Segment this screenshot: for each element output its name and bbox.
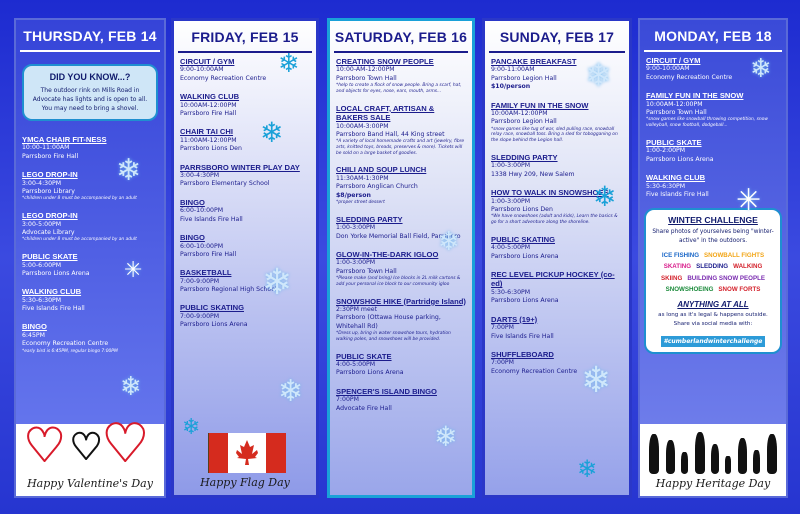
column-friday [171,18,319,498]
event-item [180,163,310,189]
event-detail: Advocate Fire Hall [336,404,392,412]
event-note: *children under 8 must be accompanied by an adult [22,196,137,202]
heart-icon: ♥ [70,427,103,468]
person-silhouette-icon [753,450,760,474]
event-detail: Economy Recreation Centre [180,74,267,82]
event-item [180,127,310,153]
event-time: 3:00-4:30PM [180,172,220,180]
event-item [22,211,158,243]
event-time: 7:00PM [491,359,514,367]
event-time: 3:00-4:30PM [22,179,62,187]
event-title: SHUFFLEBOARD [491,349,554,359]
event-title: BINGO [22,322,47,332]
event-time: 2:30PM meet [336,306,377,314]
event-time: 7:00PM [491,324,514,332]
event-time: 7:00-9:00PM [180,312,220,320]
person-silhouette-icon [681,452,688,474]
person-silhouette-icon [649,434,659,474]
event-time: 9:00-10:00AM [180,66,224,74]
event-item [646,91,780,129]
event-time: 4:00-5:00PM [491,244,531,252]
day-title-sunday: SUNDAY, FEB 17 [489,21,625,53]
event-time: 10:00AM-12:00PM [180,101,237,109]
event-title: SNOWSHOE HIKE (Partridge Island) [336,296,466,306]
event-title: PANCAKE BREAKFAST [491,57,577,66]
event-title: SLEDDING PARTY [336,214,403,224]
snowflake-icon: ❄ [278,49,300,79]
event-detail: Parrsboro Fire Hall [180,110,237,118]
event-detail: Parrsboro Fire Hall [180,250,237,258]
event-title: PARRSBORO WINTER PLAY DAY [180,162,300,172]
event-time: 1:00-2:00PM [646,147,686,155]
event-time: 4:00-5:00PM [336,361,376,369]
event-title: LEGO DROP-IN [22,170,78,180]
snowflake-icon: ❄ [120,372,142,402]
event-time: 1:00-3:00PM [336,224,376,232]
event-list-thursday [16,131,164,354]
event-title: WALKING CLUB [180,92,240,102]
event-title: CIRCUIT / GYM [646,56,701,65]
event-time: 5:30-6:30PM [491,288,531,296]
event-title: FAMILY FUN IN THE SNOW [491,100,589,110]
event-item [336,352,466,378]
event-time: 10:00-11:00AM [22,144,70,152]
valentines-footer [16,414,164,496]
activity-label: SLEDDING [696,263,729,271]
event-detail: Parrsboro Town Hall [336,74,397,82]
event-item [336,165,466,205]
event-title: BINGO [180,197,205,207]
person-silhouette-icon [711,444,719,474]
person-silhouette-icon [695,432,705,474]
winter-challenge-box [644,208,782,354]
event-detail: $10/person [491,83,531,91]
event-time: 10:00AM-12:00PM [646,100,703,108]
activity-label: WALKING [733,263,763,271]
event-note: *proper street dessert [336,200,385,206]
event-title: LOCAL CRAFT, ARTISAN & BAKERS SALE [336,103,435,123]
event-title: PUBLIC SKATE [646,137,702,147]
event-item [491,315,623,341]
column-sunday [482,18,632,498]
event-detail: $8/person [336,191,371,199]
event-item [491,270,623,306]
anything-at-all: ANYTHING AT ALL [677,300,749,310]
event-time: 6:00-10:00PM [180,207,224,215]
snowflake-icon: ❄ [593,180,617,213]
event-detail: Parrsboro Town Hall [646,109,707,117]
activity-label: SKATING [663,263,692,271]
person-silhouette-icon [738,438,747,474]
day-title-monday: MONDAY, FEB 18 [644,20,782,52]
event-time: 9:00-11:00AM [491,66,535,74]
snowflake-icon: ❄ [438,227,460,257]
event-title: CREATING SNOW PEOPLE [336,57,434,66]
event-time: 11:30AM-1:30PM [336,174,389,182]
event-note: *A variety of local homemade crafts and art (jewelry, fibre arts, knitted toys, breads, preserves & more). Tickets will be sold on a large basket of goodies. [336,139,465,156]
event-note: *Please make (and bring) Ice blocks in 2L milk cartons & add your personal ice block to our community igloo [336,276,461,287]
event-time: 1:00-3:00PM [336,259,376,267]
event-item [336,297,466,343]
activity-label: SNOWBALL FIGHTS [704,252,765,260]
event-detail: Parrsboro Lions Arena [336,369,404,377]
event-detail: Economy Recreation Centre [22,340,109,348]
heritage-day-footer [640,424,786,496]
event-item [491,235,623,261]
activity-label: SNOW FORTS [718,285,761,293]
event-detail: Five Islands Fire Hall [491,332,554,340]
snowflake-icon: ❄ [116,153,142,188]
event-detail: Parrsboro Legion Hall [491,118,557,126]
event-detail: Don Yorke Memorial Ball Field, Parrsboro [336,232,461,240]
event-title: REC LEVEL PICKUP HOCKEY (co-ed) [491,269,615,289]
event-title: LEGO DROP-IN [22,211,78,221]
event-time: 11:00AM-12:00PM [180,136,237,144]
event-title: PUBLIC SKATE [336,351,392,361]
activity-label: ICE FISHING [661,252,700,260]
event-item [22,322,158,354]
event-title: DARTS (19+) [491,314,538,324]
event-time: 10:00AM-12:00PM [491,110,548,118]
event-time: 7:00-9:00PM [180,277,220,285]
event-note: *children under 8 must be accompanied by an adult [22,237,137,243]
heart-icon: ♥ [102,414,149,474]
activity-label: SNOWSHOEING [665,285,714,293]
event-detail: Parrsboro Lions Den [180,145,242,153]
event-note: *early bird is 6:45PM, regular bingo 7:00PM [22,348,118,354]
event-time: 6:00-10:00PM [180,242,224,250]
event-title: CHILI AND SOUP LUNCH [336,165,427,175]
event-title: SLEDDING PARTY [491,152,558,162]
snowflake-icon: ❄ [182,415,201,440]
event-detail: Economy Recreation Centre [646,73,733,81]
event-title: FAMILY FUN IN THE SNOW [646,91,744,101]
snowflake-icon: ❄ [434,420,458,453]
event-detail: Parrsboro Lions Arena [491,252,559,260]
snowflake-icon: ❄ [577,455,598,483]
event-title: WALKING CLUB [646,173,706,183]
event-detail: Five Islands Fire Hall [646,190,709,198]
did-you-know-text: The outdoor rink on Mills Road in Advocate has lights and is open to all. You may need to bring a shovel. [32,87,148,112]
event-time: 3:00-5:00PM [22,220,62,228]
event-item [646,138,780,164]
share-note: Share via social media with: [673,320,753,327]
snowflake-icon: ❄ [585,56,612,94]
snowflake-icon: ✳ [736,183,762,218]
event-detail: Parrsboro Lions Arena [22,269,90,277]
event-title: WALKING CLUB [22,287,82,297]
column-saturday [327,18,475,498]
event-detail: Parrsboro Lions Arena [646,155,714,163]
did-you-know-heading: DID YOU KNOW...? [49,72,131,82]
event-time: 5:00-6:00PM [22,261,62,269]
event-detail: Parrsboro Anglican Church [336,183,418,191]
snowflake-icon: ❄ [581,360,612,401]
column-thursday [14,18,166,498]
event-detail: Parrsboro Band Hall, 44 King street [336,130,445,138]
person-silhouette-icon [725,456,731,474]
winter-challenge-heading: WINTER CHALLENGE [668,215,758,226]
event-list-sunday [485,53,629,376]
snowflake-icon: ✳ [124,258,143,283]
heritage-day-label: Happy Heritage Day [655,477,771,490]
event-time: 9:00-10:00AM [646,65,690,73]
event-detail: Economy Recreation Centre [491,367,578,375]
did-you-know-box [22,64,158,121]
event-title: HOW TO WALK IN SNOWSHOES [491,188,609,198]
snowflake-icon: ❄ [278,374,304,409]
day-title-saturday: SATURDAY, FEB 16 [334,21,468,53]
event-title: CHAIR TAI CHI [180,127,234,137]
event-detail: Parrsboro Lions Arena [491,297,559,305]
event-detail: Parrsboro Lions Den [491,205,553,213]
activity-label: BUILDING SNOW PEOPLE [687,274,766,282]
person-silhouette-icon [666,440,675,474]
heart-icon: ♥ [24,418,66,472]
event-note: *Dress up, bring in water snowshoe tours, hydration walking poles, and snowshoes will be provided. [336,331,451,342]
activity-label: SKIING [660,274,683,282]
event-title: BASKETBALL [180,268,232,278]
event-title: CIRCUIT / GYM [180,57,235,66]
event-item [336,387,466,413]
snowflake-icon: ❄ [750,54,772,84]
day-title-friday: FRIDAY, FEB 15 [178,21,312,53]
event-note: *snow games like tug of war, sled pulling race, snowball relay race, snowball toss. Bring a sled for tobogganing on the slope behind the Legion hall. [491,126,618,144]
event-detail: Parrsboro Town Hall [336,267,397,275]
event-time: 10:00-AM-12:00PM [336,66,395,74]
event-item [336,57,466,95]
event-item [180,233,310,259]
event-detail: Parrsboro Legion Hall [491,74,557,82]
event-time: 5:30-6:30PM [22,296,62,304]
event-detail: Five Islands Fire Hall [22,305,85,313]
person-silhouette-icon [767,434,777,474]
event-time: 1:00-3:00PM [491,162,531,170]
flag-day-footer [174,423,316,495]
event-item [491,153,623,179]
snowflake-icon: ❄ [262,262,293,303]
event-title: PUBLIC SKATING [180,303,244,313]
event-title: YMCA CHAIR FIT-NESS [22,135,107,144]
event-note: *help to create a flock of snow people. Bring a scarf, hat, and objects for eyes, nose, ears, mouth, arms... [336,83,462,94]
family-silhouettes-graphic [646,430,780,474]
event-detail: Parrsboro (Ottawa House parking, Whitehall Rd) [336,314,441,330]
event-detail: Parrsboro Regional High School [180,286,277,294]
event-title: BINGO [180,233,205,243]
event-title: PUBLIC SKATE [22,252,78,262]
event-detail: Parrsboro Fire Hall [22,152,79,160]
legal-note: as long as it's legal & happens outside. [658,312,768,319]
event-detail: Five Islands Fire Hall [180,215,243,223]
canadian-flag-icon [208,433,286,473]
event-time: 6:45PM [22,331,45,339]
activity-list [651,251,775,294]
event-detail: Parrsboro Elementary School [180,180,270,188]
event-title: PUBLIC SKATING [491,234,555,244]
day-title-thursday: THURSDAY, FEB 14 [20,20,160,52]
hashtag: #cumberlandwinterchallenge [661,336,766,347]
event-detail: Advocate Library [22,228,75,236]
event-detail: 1338 Hwy 209, New Salem [491,170,575,178]
event-detail: Parrsboro Library [22,188,75,196]
event-item [22,287,158,313]
event-detail: Parrsboro Lions Arena [180,321,248,329]
event-time: 1:00-3:00PM [491,197,531,205]
event-time: 5:30-6:30PM [646,182,686,190]
event-item [180,303,310,329]
event-item [180,198,310,224]
snowflake-icon: ❄ [260,116,284,149]
column-monday [638,18,788,498]
event-list-friday [174,49,316,330]
event-title: GLOW-IN-THE-DARK IGLOO [336,249,439,259]
event-item [336,104,466,157]
event-time: 7:00PM [336,396,359,404]
event-item [491,101,623,144]
valentines-day-label: Happy Valentine's Day [27,477,153,490]
hearts-graphic [24,414,156,474]
event-note: *We have snowshoes (adult and kids), Learn the basics & go for a short adventure along the shoreline. [491,214,618,226]
event-title: SPENCER'S ISLAND BINGO [336,386,437,396]
event-item [180,92,310,118]
flag-day-label: Happy Flag Day [200,476,290,489]
event-note: *snow games like snowball throwing competition, snow volleyball, snow football, dodgeball... [646,117,768,129]
winter-challenge-intro: Share photos of yourselves being "winter-active" in the outdoors. [652,229,774,244]
event-time: 10:00AM-3:00PM [336,122,389,130]
